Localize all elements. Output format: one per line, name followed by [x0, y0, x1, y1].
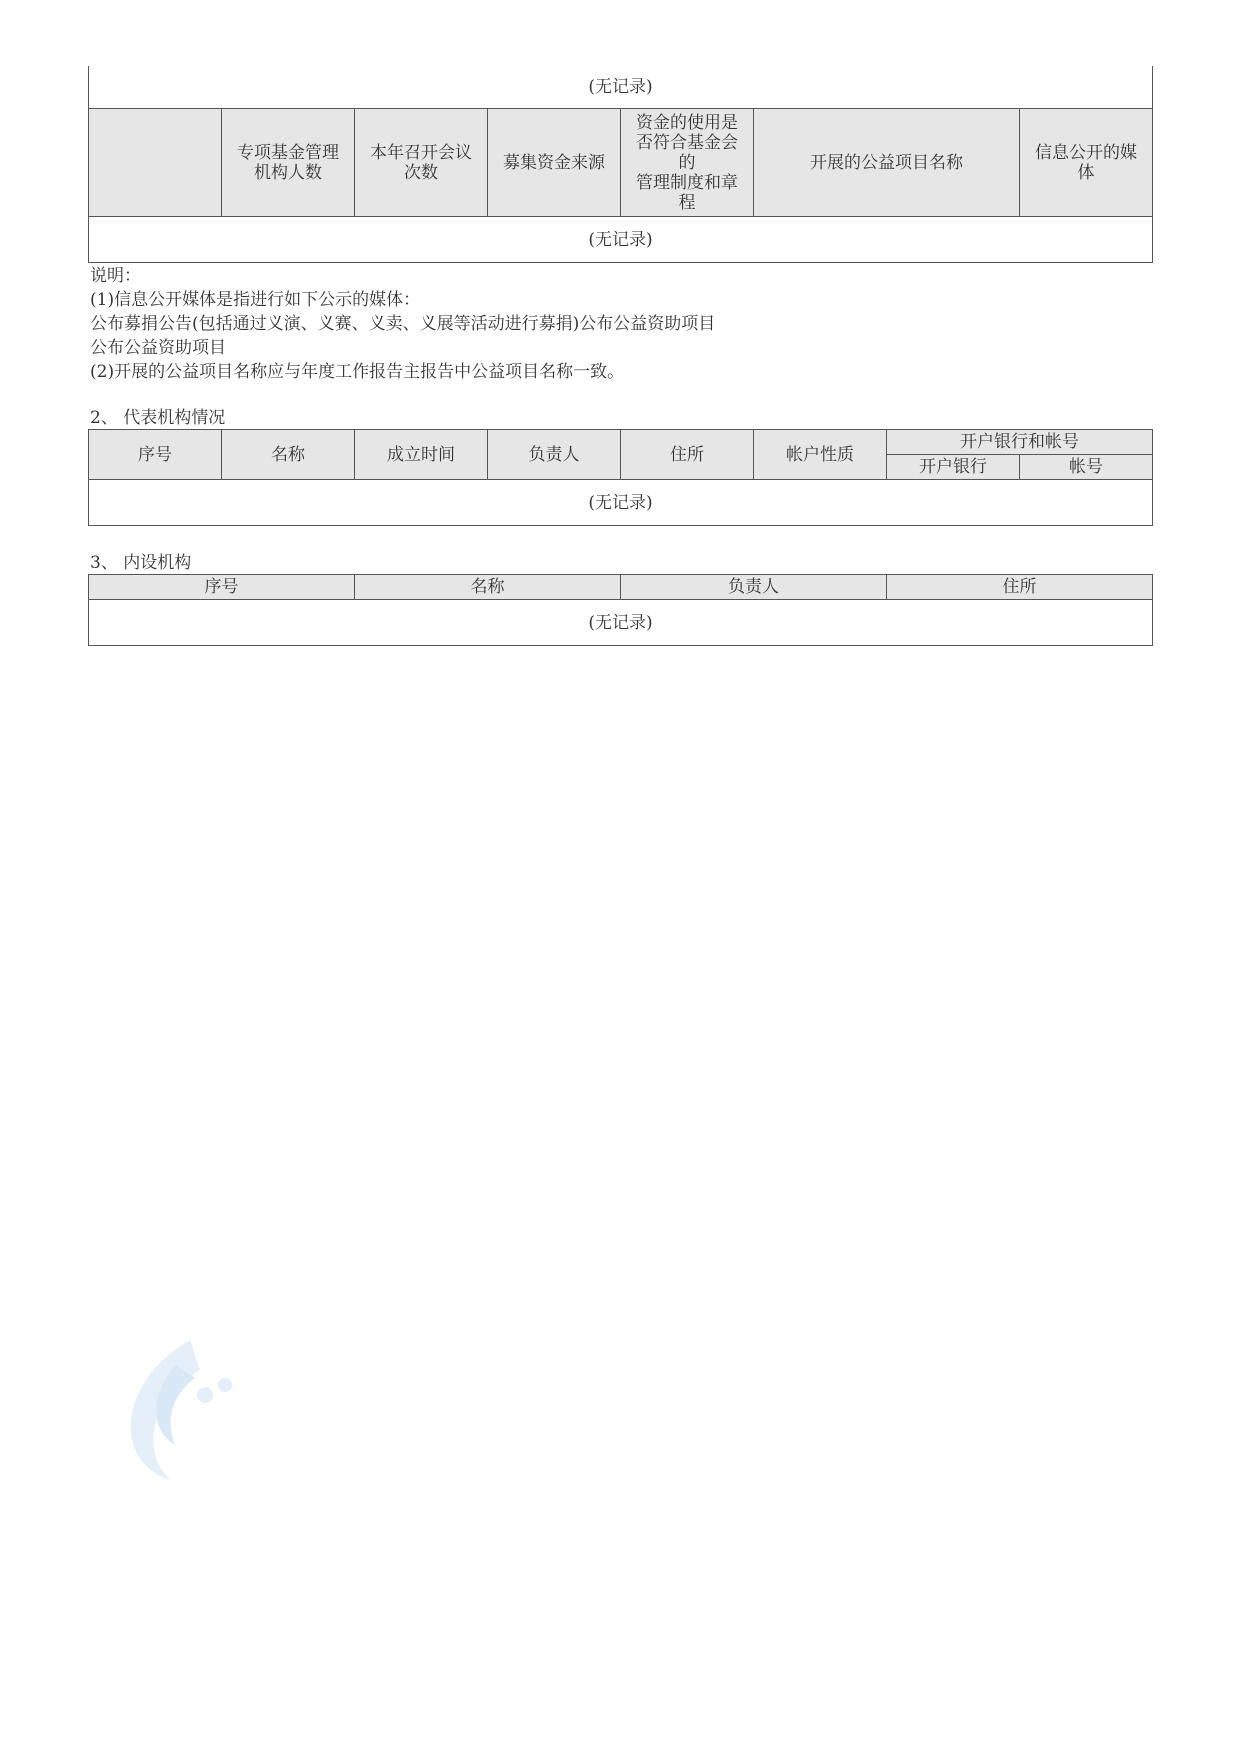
header-established: 成立时间: [355, 430, 488, 480]
header-fund-source: 募集资金来源: [488, 109, 621, 217]
no-record-cell: (无记录): [89, 217, 1153, 263]
section-2-title: 2、 代表机构情况: [90, 408, 226, 428]
header-disclosure-media: 信息公开的媒 体: [1020, 109, 1153, 217]
header-leader: 负责人: [488, 430, 621, 480]
no-record-cell: (无记录): [89, 66, 1153, 108]
header-meetings: 本年召开会议 次数: [355, 109, 488, 217]
header-address: 住所: [887, 575, 1153, 600]
notes-line-3: 公布公益资助项目: [90, 338, 226, 358]
header-leader: 负责人: [621, 575, 887, 600]
header-name: 名称: [222, 430, 355, 480]
header-compliance: 资金的使用是 否符合基金会 的 管理制度和章 程: [621, 109, 754, 217]
no-record-cell: (无记录): [89, 600, 1153, 646]
internal-departments-table: [88, 574, 1153, 646]
header-bank-account: 开户银行和帐号: [887, 430, 1153, 455]
header-blank: [89, 109, 222, 217]
header-address: 住所: [621, 430, 754, 480]
header-bank: 开户银行: [887, 455, 1020, 480]
notes-title: 说明：: [90, 266, 141, 286]
header-account-type: 帐户性质: [754, 430, 887, 480]
header-seq: 序号: [89, 575, 355, 600]
no-record-cell: (无记录): [89, 480, 1153, 526]
notes-line-1: (1)信息公开媒体是指进行如下公示的媒体：: [90, 290, 421, 310]
notes-line-2: 公布募捐公告(包括通过义演、义赛、义卖、义展等活动进行募捐)公布公益资助项目: [90, 314, 716, 334]
header-account-no: 帐号: [1020, 455, 1153, 480]
header-seq: 序号: [89, 430, 222, 480]
previous-table-tail: [88, 66, 1153, 109]
logo-swoosh-icon: [131, 1340, 232, 1480]
section-3-title: 3、 内设机构: [90, 553, 192, 573]
header-project-name: 开展的公益项目名称: [754, 109, 1020, 217]
header-name: 名称: [355, 575, 621, 600]
header-fund-staff: 专项基金管理 机构人数: [222, 109, 355, 217]
notes-line-4: (2)开展的公益项目名称应与年度工作报告主报告中公益项目名称一致。: [90, 362, 625, 382]
representative-office-table: [88, 429, 1153, 526]
special-fund-table: [88, 108, 1153, 263]
